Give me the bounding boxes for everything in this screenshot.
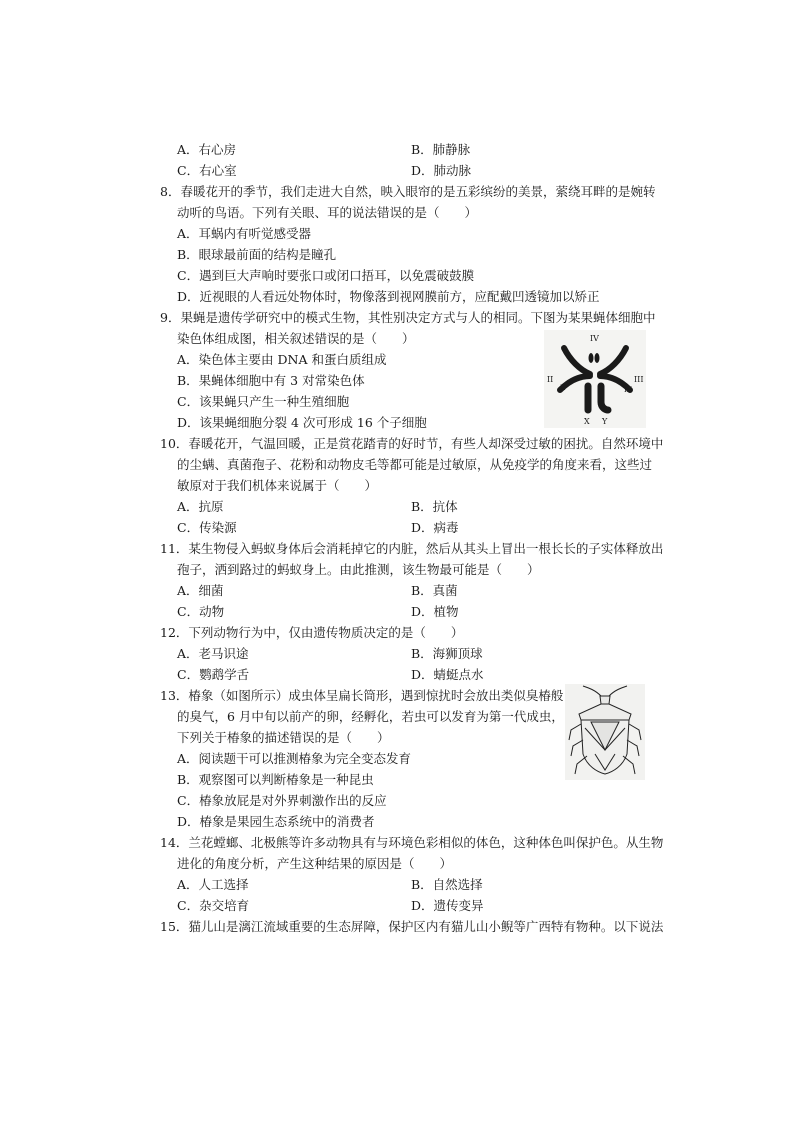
label-ii-left: II xyxy=(547,375,554,384)
q14-option-b: B．自然选择 xyxy=(411,877,483,892)
q8-option-a: A．耳蜗内有听觉感受器 xyxy=(177,226,312,241)
q9-option-c: C．该果蝇只产生一种生殖细胞 xyxy=(177,394,350,409)
q14-option-d: D．遗传变异 xyxy=(411,898,484,913)
q9-stem-line2: 染色体组成图，相关叙述错误的是（ ） xyxy=(177,331,415,346)
q9-option-b: B．果蝇体细胞中有 3 对常染色体 xyxy=(177,373,365,388)
q11-stem-line1: 11．某生物侵入蚂蚁身体后会消耗掉它的内脏，然后从其头上冒出一根长长的子实体释放出 xyxy=(160,541,664,556)
q13-option-a: A．阅读题干可以推测椿象为完全变态发育 xyxy=(177,751,412,766)
q11-stem-line2: 孢子，洒到路过的蚂蚁身上。由此推测，该生物最可能是（ ） xyxy=(177,562,540,577)
q14-stem-line1: 14．兰花螳螂、北极熊等许多动物具有与环境色彩相似的体色，这种体色叫保护色。从生物 xyxy=(160,835,664,850)
q13-stem-line2: 的臭气，6 月中旬以前产的卵，经孵化，若虫可以发育为第一代成虫， xyxy=(177,709,564,724)
chromosome-ii-a xyxy=(564,348,590,374)
leg-right-2 xyxy=(627,740,639,756)
q8-stem-line1: 8．春暖花开的季节，我们走进大自然，映入眼帘的是五彩缤纷的美景，萦绕耳畔的是婉转 xyxy=(160,184,656,199)
label-iii: III xyxy=(624,386,633,394)
q11-option-c: C．动物 xyxy=(177,604,225,619)
q8-stem-line2: 动听的鸟语。下列有关眼、耳的说法错误的是（ ） xyxy=(177,205,478,220)
q10-option-c: C．传染源 xyxy=(177,520,237,535)
chromosome-iv-right xyxy=(595,353,600,363)
q13-stem-line3: 下列关于椿象的描述错误的是（ ） xyxy=(177,730,390,745)
label-iii-right: III xyxy=(634,375,644,384)
chromosome-iv-left xyxy=(589,353,594,363)
q14-option-c: C．杂交培育 xyxy=(177,898,250,913)
q9-stem-line1: 9．果蝇是遗传学研究中的模式生物，其性别决定方式与人的相同。下图为某果蝇体细胞中 xyxy=(160,310,656,325)
q13-stem-line1: 13．椿象（如图所示）成虫体呈扁长筒形，遇到惊扰时会放出类似臭椿般 xyxy=(160,688,564,703)
q10-stem-line1: 10．春暖花开，气温回暖，正是赏花踏青的好时节，有些人却深受过敏的困扰。自然环境中 xyxy=(160,436,664,451)
q10-option-b: B．抗体 xyxy=(411,499,458,514)
bug-pronotum xyxy=(579,704,631,720)
q10-option-a: A．抗原 xyxy=(177,499,224,514)
chromosome-figure xyxy=(544,330,646,428)
q10-stem-line2: 的尘螨、真菌孢子、花粉和动物皮毛等都可能是过敏原，从免疫学的角度来看，这些过 xyxy=(177,457,653,472)
chromosome-karyotype-diagram xyxy=(544,330,646,428)
q9-option-d: D．该果蝇细胞分裂 4 次可形成 16 个子细胞 xyxy=(177,415,427,430)
leg-left-1 xyxy=(569,724,581,740)
q7-option-d: D．肺动脉 xyxy=(411,163,472,178)
q13-option-b: B．观察图可以判断椿象是一种昆虫 xyxy=(177,772,374,787)
q8-option-b: B．眼球最前面的结构是瞳孔 xyxy=(177,247,337,262)
q12-option-c: C．鹦鹉学舌 xyxy=(177,667,250,682)
q8-option-c: C．遇到巨大声响时要张口或闭口捂耳，以免震破鼓膜 xyxy=(177,268,475,283)
q14-stem-line2: 进化的角度分析，产生这种结果的原因是（ ） xyxy=(177,856,453,871)
label-iv: IV xyxy=(590,334,599,343)
leg-right-1 xyxy=(629,724,641,740)
chromosome-y xyxy=(601,386,608,410)
q7-option-b: B．肺静脉 xyxy=(411,142,471,157)
q11-option-a: A．细菌 xyxy=(177,583,224,598)
bug-head xyxy=(600,696,610,704)
chromosome-iii-a xyxy=(600,348,626,374)
q15-stem-line1: 15．猫儿山是漓江流域重要的生态屏障，保护区内有猫儿山小鲵等广西特有物种。以下说法 xyxy=(160,919,664,934)
label-y: Y xyxy=(602,417,608,426)
stink-bug-figure xyxy=(565,684,645,780)
label-x: X xyxy=(584,417,590,426)
q12-stem-line1: 12．下列动物行为中，仅由遗传物质决定的是（ ） xyxy=(160,625,464,640)
label-ii: II xyxy=(560,384,566,392)
q10-option-d: D．病毒 xyxy=(411,520,459,535)
q12-option-a: A．老马识途 xyxy=(177,646,249,661)
q14-option-a: A．人工选择 xyxy=(177,877,249,892)
q12-option-b: B．海狮顶球 xyxy=(411,646,483,661)
q12-option-d: D．蜻蜓点水 xyxy=(411,667,484,682)
q13-option-c: C．椿象放屁是对外界刺激作出的反应 xyxy=(177,793,387,808)
stink-bug-drawing xyxy=(565,684,645,780)
q11-option-b: B．真菌 xyxy=(411,583,458,598)
antenna-left xyxy=(583,686,601,696)
q8-option-d: D．近视眼的人看远处物体时，物像落到视网膜前方，应配戴凹透镜加以矫正 xyxy=(177,289,600,304)
q11-option-d: D．植物 xyxy=(411,604,459,619)
antenna-right xyxy=(609,686,627,696)
q7-option-a: A．右心房 xyxy=(177,142,237,157)
q9-option-a: A．染色体主要由 DNA 和蛋白质组成 xyxy=(177,352,387,367)
leg-left-2 xyxy=(571,740,583,756)
q7-option-c: C．右心室 xyxy=(177,163,237,178)
q13-option-d: D．椿象是果园生态系统中的消费者 xyxy=(177,814,375,829)
q10-stem-line3: 敏原对于我们机体来说属于（ ） xyxy=(177,478,378,493)
